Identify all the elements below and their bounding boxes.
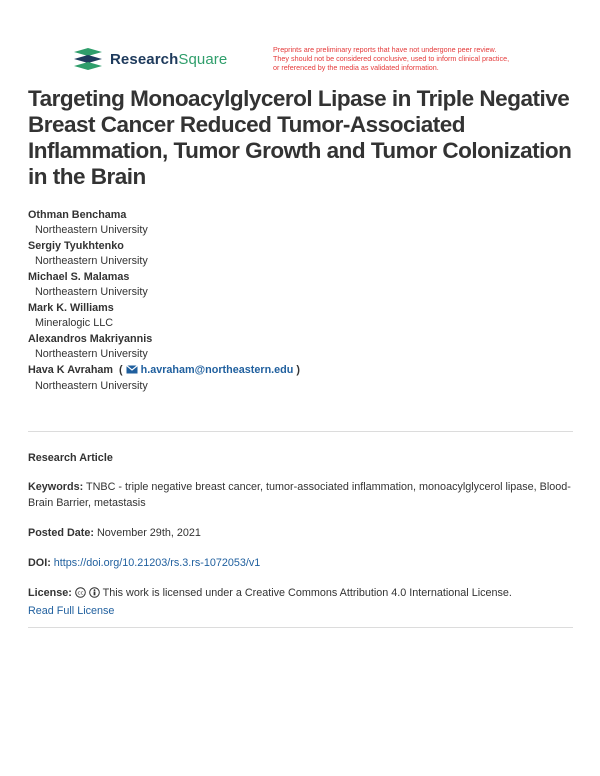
author <box>28 332 578 362</box>
article-type-label: Research Article <box>28 452 113 464</box>
svg-text:cc: cc <box>77 590 84 597</box>
corresponding-author <box>28 363 578 394</box>
posted-date <box>28 525 578 541</box>
research-square-logo-icon <box>74 48 102 70</box>
email-close-paren: ) <box>296 364 300 376</box>
author-name: Mark K. Williams <box>28 302 114 314</box>
author <box>28 301 578 331</box>
author-affiliation: Northeastern University <box>35 286 148 298</box>
author-name: Othman Benchama <box>28 209 127 221</box>
author-name: Alexandros Makriyannis <box>28 333 153 345</box>
author-affiliation: Northeastern University <box>35 380 148 392</box>
doi-link[interactable]: https://doi.org/10.21203/rs.3.rs-1072053/v1 <box>53 557 261 569</box>
envelope-icon <box>126 364 138 379</box>
divider <box>28 431 573 432</box>
author-affiliation: Northeastern University <box>35 255 148 267</box>
posted-date-label: Posted Date: <box>28 527 94 539</box>
notice-line: They should not be considered conclusive, used to inform clinical practice, <box>273 53 510 63</box>
preprint-notice <box>273 46 573 72</box>
doi-label: DOI: <box>28 557 51 569</box>
keywords <box>28 479 578 511</box>
notice-line: Preprints are preliminary reports that have not undergone peer review. <box>273 45 497 54</box>
author-affiliation: Northeastern University <box>35 224 148 236</box>
keywords-text: TNBC - triple negative breast cancer, tumor-associated inflammation, monoacylglycerol lipase, Blood-Brain Barrier, metastasis <box>28 481 571 509</box>
author-affiliation: Northeastern University <box>35 348 148 360</box>
license-label: License: <box>28 587 72 599</box>
posted-date-value: November 29th, 2021 <box>97 527 201 539</box>
author-email-link[interactable]: h.avraham@northeastern.edu <box>140 364 294 376</box>
keywords-label: Keywords: <box>28 481 84 493</box>
email-open-paren: ( <box>116 364 123 376</box>
author-list <box>28 208 578 395</box>
logo-word-research: Research <box>110 50 179 68</box>
corresponding-author-line <box>28 363 578 379</box>
author <box>28 239 578 269</box>
author-name: Hava K Avraham <box>28 364 114 376</box>
research-square-logo[interactable] <box>74 48 227 70</box>
attribution-icon <box>89 587 100 603</box>
logo-word-square: Square <box>178 50 228 68</box>
read-full-license-link[interactable]: Read Full License <box>28 605 115 617</box>
author <box>28 270 578 300</box>
divider <box>28 627 573 628</box>
doi <box>28 555 578 571</box>
license <box>28 585 578 619</box>
paper-title: Targeting Monoacylglycerol Lipase in Triple Negative Breast Cancer Reduced Tumor-Associated Inflammation, Tumor Growth and Tumor Colonization in the Brain <box>28 86 572 189</box>
cc-icon <box>75 587 86 603</box>
author-name: Michael S. Malamas <box>28 271 130 283</box>
license-text: This work is licensed under a Creative Commons Attribution 4.0 International License. <box>102 587 512 599</box>
author-name: Sergiy Tyukhtenko <box>28 240 124 252</box>
author <box>28 208 578 238</box>
logo-wordmark <box>110 51 227 68</box>
header <box>74 46 554 76</box>
notice-line: or referenced by the media as validated information. <box>273 62 439 72</box>
article-type <box>28 450 578 466</box>
author-affiliation: Mineralogic LLC <box>35 317 114 329</box>
